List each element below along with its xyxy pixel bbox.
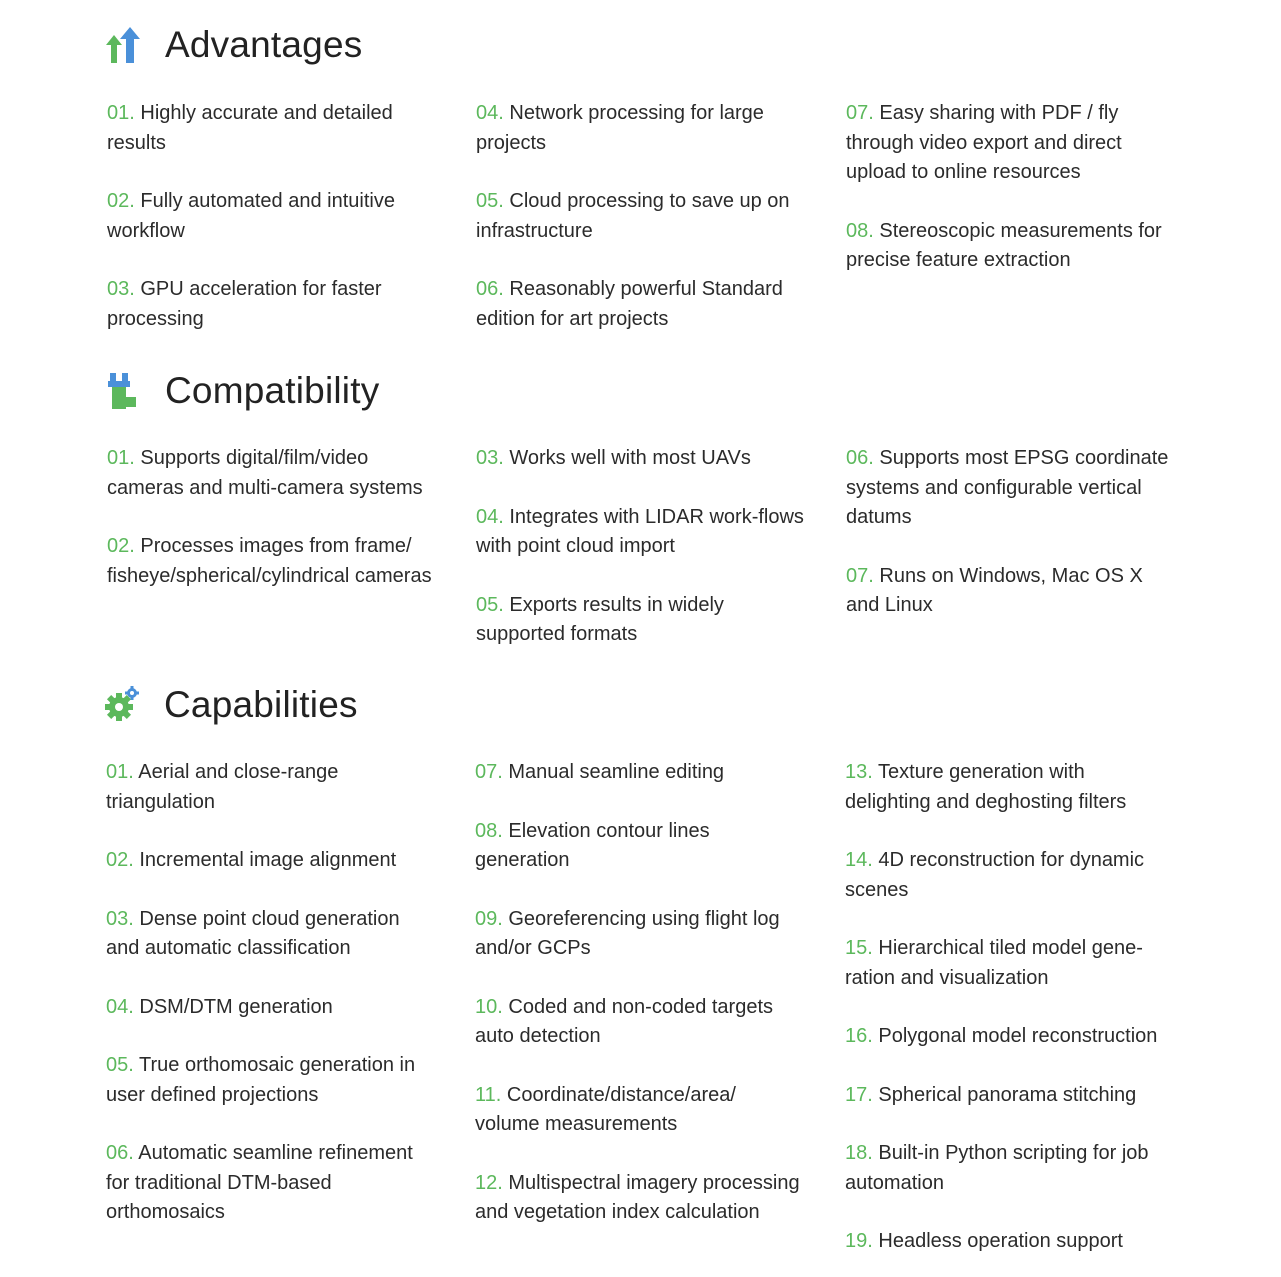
item-number: 10. <box>475 995 503 1018</box>
list-item <box>846 562 1176 621</box>
item-text: True orthomosaic generation in user defined projections <box>106 1054 416 1106</box>
list-item <box>475 1169 805 1228</box>
item-number: 11. <box>475 1083 502 1106</box>
item-text: Reasonably powerful Standard edition for art projects <box>476 278 783 330</box>
item-number: 04. <box>476 102 504 124</box>
item-text: Runs on Windows, Mac OS X and Linux <box>846 564 1143 616</box>
capabilities-heading <box>105 684 358 726</box>
item-number: 16. <box>845 1025 873 1047</box>
item-text: Highly accurate and detailed results <box>107 102 393 154</box>
item-text: Spherical panorama stitching <box>878 1083 1137 1106</box>
item-number: 04. <box>476 505 504 528</box>
item-text: Multispectral imagery processing and vegetation index calculation <box>475 1171 800 1223</box>
item-text: DSM/DTM generation <box>139 995 333 1018</box>
item-text: Processes images from frame/ fisheye/spherical/cylindrical cameras <box>107 535 432 587</box>
item-text: Easy sharing with PDF / fly through video export and direct upload to online resources <box>846 102 1122 183</box>
capabilities-column-2 <box>475 758 805 1228</box>
advantages-title: Advantages <box>165 24 363 65</box>
list-item <box>846 99 1176 188</box>
item-text: Supports digital/film/video cameras and multi-camera systems <box>107 447 423 499</box>
item-text: Headless operation support <box>878 1230 1123 1252</box>
item-number: 12. <box>475 1171 503 1194</box>
list-item <box>475 905 805 964</box>
list-item <box>475 1081 805 1140</box>
item-text: Automatic seamline refinement for traditional DTM-based orthomosaics <box>106 1142 413 1223</box>
list-item <box>475 993 805 1052</box>
list-item <box>106 1139 436 1228</box>
capabilities-column-3 <box>845 758 1175 1257</box>
item-number: 04. <box>106 995 134 1018</box>
list-item <box>845 758 1175 817</box>
list-item <box>476 444 806 474</box>
item-number: 05. <box>106 1054 134 1076</box>
list-item <box>846 217 1176 276</box>
item-number: 03. <box>107 278 135 300</box>
list-item <box>476 187 806 246</box>
item-text: Cloud processing to save up on infrastructure <box>476 190 790 242</box>
item-text: Coordinate/distance/area/ volume measurements <box>475 1083 736 1135</box>
item-text: Coded and non-coded targets auto detection <box>475 995 774 1047</box>
item-text: Aerial and close-range triangulation <box>106 761 339 813</box>
advantages-heading <box>106 24 362 66</box>
compatibility-column-3 <box>846 444 1176 621</box>
list-item <box>107 275 437 334</box>
item-number: 07. <box>475 761 503 783</box>
compatibility-column-1 <box>107 444 437 591</box>
item-number: 01. <box>107 447 135 469</box>
list-item <box>107 99 437 158</box>
item-text: Supports most EPSG coordinate systems and configurable vertical datums <box>846 447 1169 528</box>
item-number: 15. <box>845 937 873 959</box>
item-number: 01. <box>106 761 134 783</box>
puzzle-plug-icon <box>106 371 140 411</box>
list-item <box>476 591 806 650</box>
capabilities-title: Capabilities <box>164 684 358 725</box>
list-item <box>476 503 806 562</box>
list-item <box>845 1022 1175 1052</box>
advantages-column-1 <box>107 99 437 334</box>
list-item <box>475 817 805 876</box>
item-text: Incremental image alignment <box>139 849 397 871</box>
item-text: Fully automated and intuitive workflow <box>107 190 395 242</box>
item-number: 05. <box>476 190 504 212</box>
compatibility-title: Compatibility <box>165 370 380 411</box>
item-text: Dense point cloud generation and automatic classification <box>106 907 400 959</box>
item-number: 13. <box>845 761 873 783</box>
item-number: 14. <box>845 849 873 871</box>
list-item <box>107 532 437 591</box>
compatibility-heading <box>106 370 379 412</box>
list-item <box>845 934 1175 993</box>
item-text: Works well with most UAVs <box>509 447 751 469</box>
item-number: 02. <box>106 849 134 871</box>
item-number: 19. <box>845 1230 873 1252</box>
capabilities-column-1 <box>106 758 436 1228</box>
list-item <box>107 444 437 503</box>
item-text: Exports results in widely supported formats <box>476 593 724 645</box>
item-text: Network processing for large projects <box>476 102 764 154</box>
item-text: Manual seamline editing <box>508 761 725 783</box>
list-item <box>106 1051 436 1110</box>
item-number: 01. <box>107 102 135 124</box>
item-text: Georeferencing using flight log and/or GCPs <box>475 907 780 959</box>
item-number: 05. <box>476 593 504 616</box>
list-item <box>476 99 806 158</box>
item-text: Hierarchical tiled model gene-ration and visualization <box>845 937 1143 989</box>
list-item <box>106 905 436 964</box>
gears-icon <box>105 685 139 725</box>
list-item <box>475 758 805 788</box>
item-text: Integrates with LIDAR work-flows with point cloud import <box>476 505 804 557</box>
item-text: Texture generation with delighting and deghosting filters <box>845 761 1127 813</box>
item-number: 02. <box>107 535 135 557</box>
item-number: 06. <box>846 447 874 469</box>
item-number: 18. <box>845 1142 873 1164</box>
item-text: GPU acceleration for faster processing <box>107 278 382 330</box>
list-item <box>106 758 436 817</box>
list-item <box>845 1139 1175 1198</box>
item-number: 08. <box>846 219 874 242</box>
item-number: 03. <box>106 907 134 930</box>
item-number: 06. <box>106 1142 134 1164</box>
item-number: 17. <box>845 1083 873 1106</box>
item-text: Elevation contour lines generation <box>475 819 710 871</box>
list-item <box>106 993 436 1023</box>
item-text: Built-in Python scripting for job automation <box>845 1142 1149 1194</box>
item-text: Stereoscopic measurements for precise feature extraction <box>846 219 1162 271</box>
compatibility-column-2 <box>476 444 806 650</box>
upward-arrows-icon <box>106 25 140 65</box>
list-item <box>106 846 436 876</box>
list-item <box>845 1227 1175 1257</box>
item-number: 02. <box>107 190 135 212</box>
advantages-column-3 <box>846 99 1176 276</box>
list-item <box>846 444 1176 533</box>
item-number: 03. <box>476 447 504 469</box>
item-text: Polygonal model reconstruction <box>878 1025 1158 1047</box>
list-item <box>107 187 437 246</box>
list-item <box>476 275 806 334</box>
item-number: 07. <box>846 102 874 124</box>
item-number: 06. <box>476 278 504 300</box>
list-item <box>845 1081 1175 1111</box>
item-text: 4D reconstruction for dynamic scenes <box>845 849 1145 901</box>
advantages-column-2 <box>476 99 806 334</box>
list-item <box>845 846 1175 905</box>
item-number: 08. <box>475 819 503 842</box>
item-number: 07. <box>846 564 874 587</box>
item-number: 09. <box>475 907 503 930</box>
